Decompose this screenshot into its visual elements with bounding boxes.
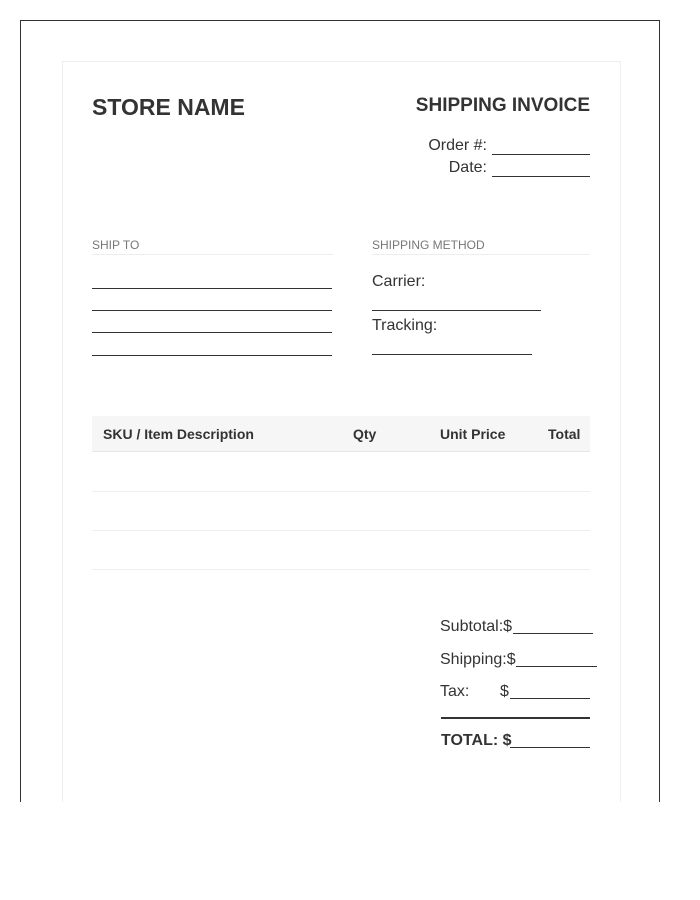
date-label: Date: — [448, 159, 487, 176]
column-header-qty: Qty — [353, 426, 377, 442]
shipping-method-label: SHIPPING METHOD — [372, 238, 485, 252]
tax-currency: $ — [500, 683, 509, 700]
shipping-cost-label: Shipping:$ — [440, 651, 516, 668]
ship-to-line-4[interactable] — [92, 355, 332, 356]
table-row[interactable] — [92, 569, 590, 570]
subtotal-field[interactable] — [513, 633, 593, 634]
column-header-unit-price: Unit Price — [440, 426, 506, 442]
order-number-label: Order #: — [428, 137, 487, 154]
tax-label: Tax: — [440, 683, 470, 700]
order-number-field[interactable] — [492, 140, 590, 155]
subtotal-label: Subtotal:$ — [440, 618, 513, 635]
ship-to-line-1[interactable] — [92, 288, 332, 289]
shipping-cost-field[interactable] — [516, 666, 597, 667]
column-header-total: Total — [548, 426, 581, 442]
tracking-label: Tracking: — [372, 317, 438, 334]
invoice-title: SHIPPING INVOICE — [415, 95, 590, 116]
carrier-field[interactable] — [372, 310, 541, 311]
ship-to-line-3[interactable] — [92, 332, 332, 333]
items-table-header — [92, 416, 590, 452]
ship-to-line-2[interactable] — [92, 310, 332, 311]
ship-to-divider — [92, 254, 333, 255]
date-field[interactable] — [492, 162, 590, 177]
date-row — [449, 159, 590, 177]
order-number-row — [428, 137, 590, 155]
carrier-label: Carrier: — [372, 273, 426, 290]
store-name: STORE NAME — [92, 94, 245, 120]
table-row[interactable] — [92, 530, 590, 531]
total-label: TOTAL: $ — [441, 732, 512, 749]
column-header-description: SKU / Item Description — [103, 426, 254, 442]
tax-field[interactable] — [510, 698, 590, 699]
tracking-field[interactable] — [372, 354, 532, 355]
shipping-method-divider — [372, 254, 590, 255]
total-divider — [441, 717, 590, 719]
table-row[interactable] — [92, 491, 590, 492]
total-field[interactable] — [510, 747, 590, 748]
ship-to-label: SHIP TO — [92, 238, 140, 252]
